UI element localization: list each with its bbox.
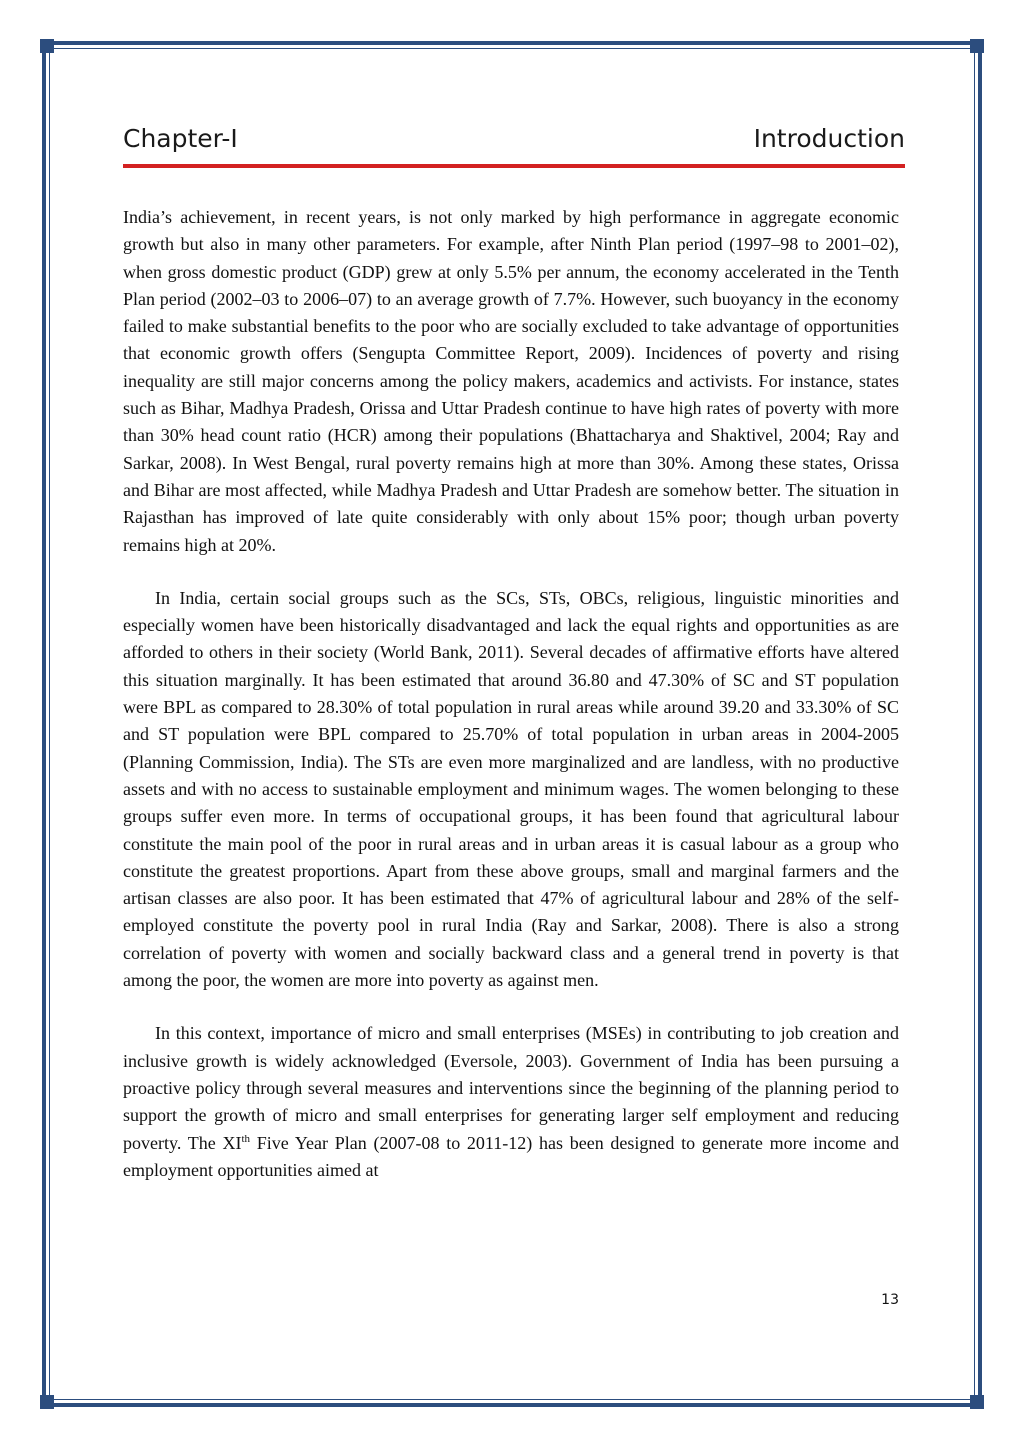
body-text [123, 204, 899, 1210]
border-corner-top-right [970, 39, 984, 53]
page-number: 13 [881, 1292, 899, 1308]
paragraph-2: In India, certain social groups such as the SCs, STs, OBCs, religious, linguistic minorities and especially women have been historically disadvantaged and lack the equal rights and opportunities as are afforded to others in their society (World Bank, 2011). Several decades of affirmative efforts have altered this situation marginally. It has been estimated that around 36.80 and 47.30% of SC and ST population were BPL as compared to 28.30% of total population in rural areas while around 39.20 and 33.30% of SC and ST population were BPL compared to 25.70% of total population in urban areas in 2004-2005 (Planning Commission, India). The STs are even more marginalized and are landless, with no productive assets and with no access to sustainable employment and minimum wages. The women belonging to these groups suffer even more. In terms of occupational groups, it has been found that agricultural labour constitute the main pool of the poor in rural areas and in urban areas it is casual labour as a group who constitute the greatest proportions. Apart from these above groups, small and marginal farmers and the artisan classes are also poor. It has been estimated that 47% of agricultural labour and 28% of the self-employed constitute the poverty pool in rural India (Ray and Sarkar, 2008). There is also a strong correlation of poverty with women and socially backward class and a general trend in poverty is that among the poor, the women are more into poverty as against men. [123, 587, 899, 991]
border-corner-bottom-left [40, 1395, 54, 1409]
superscript-th: th [241, 1132, 251, 1145]
chapter-label: Chapter-I [123, 124, 238, 153]
header-rule [123, 164, 905, 168]
paragraph-3-text-b: Five Year Plan (2007-08 to 2011-12) has been designed to generate more income and employment opportunities aimed at [123, 1132, 900, 1180]
border-corner-bottom-right [970, 1395, 984, 1409]
paragraph-3-text-a: In this context, importance of micro and small enterprises (MSEs) in contributing to job creation and inclusive growth is widely acknowledged (Eversole, 2003). Government of India has been pursuing a proactive policy through several measures and interventions since the beginning of the planning period to support the growth of micro and small enterprises for generating larger self employment and reducing poverty. The XI [123, 1023, 899, 1153]
chapter-title: Introduction [753, 124, 905, 153]
page-header [123, 120, 905, 170]
paragraph-1: India’s achievement, in recent years, is not only marked by high performance in aggregate economic growth but also in many other parameters. For example, after Ninth Plan period (1997–98 to 2001–02), when gross domestic product (GDP) grew at only 5.5% per annum, the economy accelerated in the Tenth Plan period (2002–03 to 2006–07) to an average growth of 7.7%. However, such buoyancy in the economy failed to make substantial benefits to the poor who are socially excluded to take advantage of opportunities that economic growth offers (Sengupta Committee Report, 2009). Incidences of poverty and rising inequality are still major concerns among the policy makers, academics and activists. For instance, states such as Bihar, Madhya Pradesh, Orissa and Uttar Pradesh continue to have high rates of poverty with more than 30% head count ratio (HCR) among their populations (Bhattacharya and Shaktivel, 2004; Ray and Sarkar, 2008). In West Bengal, rural poverty remains high at more than 30%. Among these states, Orissa and Bihar are most affected, while Madhya Pradesh and Uttar Pradesh are somehow better. The situation in Rajasthan has improved of late quite considerably with only about 15% poor; though urban poverty remains high at 20%. [123, 207, 899, 555]
border-corner-top-left [40, 39, 54, 53]
paragraph-3 [123, 1020, 899, 1184]
